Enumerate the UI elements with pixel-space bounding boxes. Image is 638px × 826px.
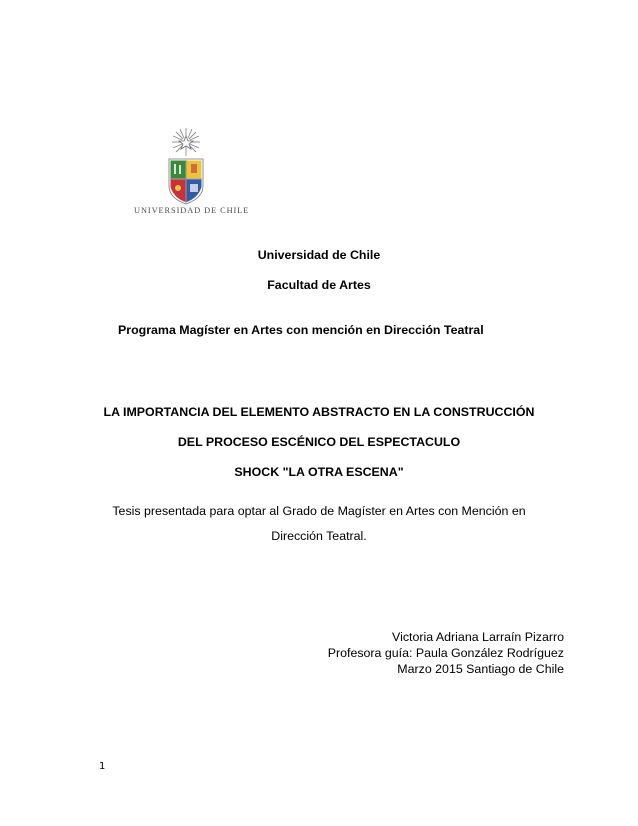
date-place: Marzo 2015 Santiago de Chile [397,662,564,676]
title-line-3: SHOCK "LA OTRA ESCENA" [234,465,404,479]
thesis-statement-line-1: Tesis presentada para optar al Grado de Magíster en Artes con Mención en [112,504,526,518]
advisor-name: Profesora guía: Paula González Rodríguez [327,646,564,660]
logo-wordmark: UNIVERSIDAD DE CHILE [134,206,250,215]
program-name: Programa Magíster en Artes con mención en Dirección Teatral [118,323,484,337]
university-name: Universidad de Chile [257,248,381,262]
title-line-1: LA IMPORTANCIA DEL ELEMENTO ABSTRACTO EN LA CONSTRUCCIÓN [103,405,535,419]
author-name: Victoria Adriana Larraín Pizarro [392,630,564,644]
title-line-2: DEL PROCESO ESCÉNICO DEL ESPECTACULO [177,435,461,449]
page-number: 1 [99,761,106,772]
thesis-statement-line-2: Dirección Teatral. [271,529,367,543]
faculty-name: Facultad de Artes [267,278,371,292]
